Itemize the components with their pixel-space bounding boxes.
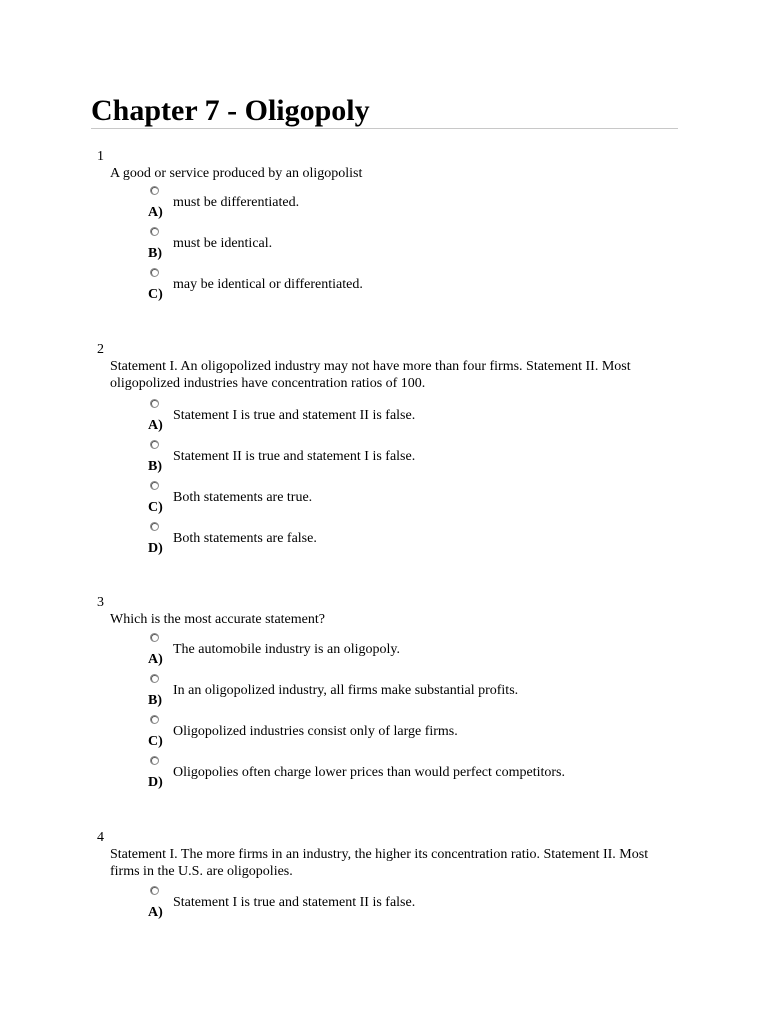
radio-button-icon[interactable] xyxy=(150,715,159,724)
radio-button-icon[interactable] xyxy=(150,481,159,490)
question-stem: Statement I. An oligopolized industry may not have more than four firms. Statement II. Most oligopolized industries have concentration ratios of 100. xyxy=(110,359,631,391)
radio-button-icon[interactable] xyxy=(150,522,159,531)
answer-option-c[interactable] xyxy=(0,481,768,521)
option-letter: A) xyxy=(148,418,163,433)
radio-button-icon[interactable] xyxy=(150,886,159,895)
answer-option-b[interactable] xyxy=(0,227,768,267)
radio-button-icon[interactable] xyxy=(150,227,159,236)
option-text: Statement I is true and statement II is false. xyxy=(173,408,416,423)
page-title: Chapter 7 - Oligopoly xyxy=(91,94,370,127)
radio-button-icon[interactable] xyxy=(150,756,159,765)
title-divider xyxy=(91,128,678,129)
option-text: The automobile industry is an oligopoly. xyxy=(173,642,400,657)
question-number: 4 xyxy=(97,830,104,845)
option-text: Both statements are false. xyxy=(173,531,317,546)
radio-button-icon[interactable] xyxy=(150,186,159,195)
answer-option-a[interactable] xyxy=(0,399,768,439)
radio-button-icon[interactable] xyxy=(150,674,159,683)
option-text: must be identical. xyxy=(173,236,273,251)
option-text: must be differentiated. xyxy=(173,195,300,210)
answer-option-a[interactable] xyxy=(0,886,768,926)
option-text: In an oligopolized industry, all firms make substantial profits. xyxy=(173,683,519,698)
question-number: 3 xyxy=(97,595,104,610)
answer-option-d[interactable] xyxy=(0,522,768,562)
option-letter: A) xyxy=(148,905,163,920)
answer-option-c[interactable] xyxy=(0,268,768,308)
answer-option-a[interactable] xyxy=(0,186,768,226)
question-stem: A good or service produced by an oligopolist xyxy=(110,166,363,181)
option-text: Statement II is true and statement I is false. xyxy=(173,449,416,464)
question-number: 2 xyxy=(97,342,104,357)
option-text: Both statements are true. xyxy=(173,490,313,505)
option-letter: D) xyxy=(148,541,163,556)
radio-button-icon[interactable] xyxy=(150,440,159,449)
option-letter: D) xyxy=(148,775,163,790)
answer-option-b[interactable] xyxy=(0,674,768,714)
option-text: Statement I is true and statement II is false. xyxy=(173,895,416,910)
question-stem: Which is the most accurate statement? xyxy=(110,612,325,627)
option-letter: B) xyxy=(148,246,162,261)
answer-option-a[interactable] xyxy=(0,633,768,673)
option-text: Oligopolies often charge lower prices than would perfect competitors. xyxy=(173,765,566,780)
option-text: Oligopolized industries consist only of large firms. xyxy=(173,724,458,739)
option-letter: A) xyxy=(148,652,163,667)
radio-button-icon[interactable] xyxy=(150,268,159,277)
question-stem: Statement I. The more firms in an industry, the higher its concentration ratio. Statement II. Most firms in the U.S. are oligopolies. xyxy=(110,847,649,879)
answer-option-d[interactable] xyxy=(0,756,768,796)
option-text: may be identical or differentiated. xyxy=(173,277,363,292)
option-letter: C) xyxy=(148,734,163,749)
option-letter: B) xyxy=(148,693,162,708)
option-letter: A) xyxy=(148,205,163,220)
radio-button-icon[interactable] xyxy=(150,633,159,642)
option-letter: B) xyxy=(148,459,162,474)
answer-option-b[interactable] xyxy=(0,440,768,480)
question-number: 1 xyxy=(97,149,104,164)
option-letter: C) xyxy=(148,287,163,302)
radio-button-icon[interactable] xyxy=(150,399,159,408)
answer-option-c[interactable] xyxy=(0,715,768,755)
option-letter: C) xyxy=(148,500,163,515)
